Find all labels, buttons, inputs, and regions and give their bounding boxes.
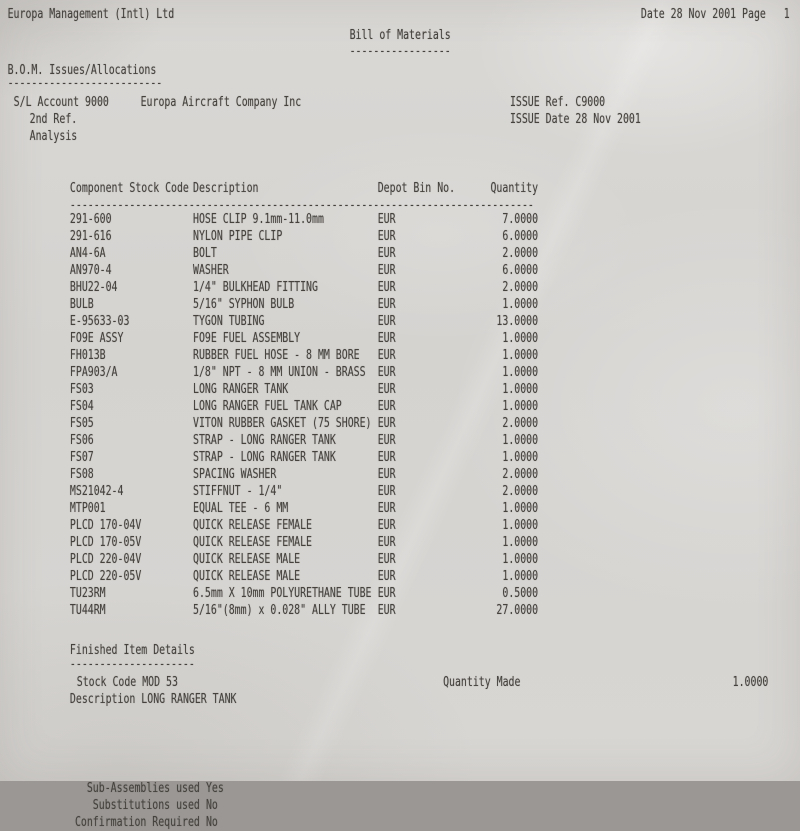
cell-quantity: 1.0000	[502, 348, 539, 363]
issue-ref-label: ISSUE Ref. C9000	[509, 95, 606, 110]
table-row	[70, 483, 538, 500]
table-row	[70, 313, 538, 330]
cell-quantity: 1.0000	[502, 518, 539, 533]
table-row	[70, 330, 538, 347]
cell-quantity: 1.0000	[502, 331, 539, 346]
cell-description: LONG RANGER FUEL TANK CAP	[193, 399, 342, 414]
cell-depot: EUR	[377, 518, 396, 533]
table-row	[70, 364, 538, 381]
cell-stock-code: AN970-4	[69, 263, 112, 278]
cell-description: SPACING WASHER	[193, 467, 277, 482]
section-title-underline: --------------------------	[7, 76, 163, 91]
cell-description: QUICK RELEASE MALE	[193, 552, 301, 567]
stock-code-value: MOD 53	[142, 675, 178, 690]
finished-item-underline: ---------------------	[69, 657, 195, 672]
table-row	[70, 449, 538, 466]
cell-description: QUICK RELEASE FEMALE	[193, 535, 313, 550]
cell-stock-code: FPA903/A	[69, 365, 118, 380]
cell-depot: EUR	[377, 314, 396, 329]
cell-description: RUBBER FUEL HOSE - 8 MM BORE	[193, 348, 360, 363]
cell-quantity: 2.0000	[502, 416, 539, 431]
cell-description: LONG RANGER TANK	[193, 382, 289, 397]
cell-depot: EUR	[377, 399, 396, 414]
cell-stock-code: BHU22-04	[69, 280, 118, 295]
flag-value: Yes	[205, 781, 224, 796]
stock-code-pair	[77, 674, 443, 691]
cell-depot: EUR	[377, 450, 396, 465]
date-page-label: Date 28 Nov 2001 Page 1	[640, 7, 790, 22]
cell-depot: EUR	[377, 535, 396, 550]
table-row	[70, 211, 538, 228]
table-header-row	[70, 180, 538, 197]
cell-depot: EUR	[377, 552, 396, 567]
header-component: Component Stock Code	[69, 181, 189, 196]
cell-stock-code: PLCD 220-04V	[69, 552, 142, 567]
cell-stock-code: FS05	[69, 416, 94, 431]
flags-block	[0, 729, 224, 831]
table-row	[70, 262, 538, 279]
table-row	[70, 432, 538, 449]
cell-stock-code: PLCD 170-04V	[69, 518, 142, 533]
cell-depot: EUR	[377, 212, 396, 227]
table-row	[70, 296, 538, 313]
table-separator: ------------------------------------------------------------------------------	[69, 198, 534, 213]
table-row	[70, 347, 538, 364]
cell-quantity: 7.0000	[502, 212, 539, 227]
cell-depot: EUR	[377, 246, 396, 261]
cell-stock-code: FS08	[69, 467, 94, 482]
cell-depot: EUR	[377, 331, 396, 346]
flag-line	[0, 814, 224, 831]
flag-label: Confirmation Required	[74, 815, 200, 830]
table-row	[70, 551, 538, 568]
cell-depot: EUR	[377, 416, 396, 431]
finished-item-title: Finished Item Details	[69, 643, 195, 658]
cell-quantity: 2.0000	[502, 280, 539, 295]
header-description: Description	[193, 181, 259, 196]
cell-quantity: 1.0000	[502, 569, 539, 584]
cell-depot: EUR	[377, 382, 396, 397]
table-row	[70, 466, 538, 483]
cell-description: STIFFNUT - 1/4"	[193, 484, 283, 499]
cell-description: NYLON PIPE CLIP	[193, 229, 283, 244]
cell-depot: EUR	[377, 484, 396, 499]
cell-stock-code: FH013B	[69, 348, 106, 363]
cell-depot: EUR	[377, 297, 396, 312]
account-company-name: Europa Aircraft Company Inc	[140, 95, 302, 110]
cell-quantity: 0.5000	[502, 586, 539, 601]
cell-stock-code: AN4-6A	[69, 246, 106, 261]
sl-account-label: S/L Account 9000	[13, 95, 109, 110]
table-row	[70, 381, 538, 398]
table-row	[70, 517, 538, 534]
table-row	[70, 415, 538, 432]
description-label: Description	[69, 692, 136, 707]
flag-value: No	[205, 815, 218, 830]
company-name-header: Europa Management (Intl) Ltd	[7, 7, 175, 22]
cell-quantity: 6.0000	[502, 229, 539, 244]
cell-quantity: 27.0000	[496, 603, 539, 618]
cell-stock-code: FS07	[69, 450, 94, 465]
quantity-made-label: Quantity Made	[443, 675, 521, 690]
cell-description: VITON RUBBER GASKET (75 SHORE)	[193, 416, 372, 431]
stock-code-label: Stock Code	[76, 675, 137, 690]
cell-description: STRAP - LONG RANGER TANK	[193, 433, 336, 448]
issue-date-label: ISSUE Date 28 Nov 2001	[509, 112, 641, 127]
cell-stock-code: MS21042-4	[69, 484, 124, 499]
flag-line	[0, 797, 224, 814]
flag-value: No	[205, 798, 218, 813]
cell-quantity: 1.0000	[502, 382, 539, 397]
header-quantity: Quantity	[490, 181, 539, 196]
flag-line	[0, 780, 224, 797]
cell-stock-code: FS04	[69, 399, 94, 414]
cell-stock-code: TU44RM	[69, 603, 106, 618]
table-row	[70, 568, 538, 585]
table-body	[70, 211, 538, 619]
cell-quantity: 2.0000	[502, 467, 539, 482]
cell-stock-code: 291-616	[69, 229, 112, 244]
analysis-label: Analysis	[29, 129, 78, 144]
components-table	[70, 180, 538, 619]
report-title: Bill of Materials	[349, 28, 451, 43]
cell-description: STRAP - LONG RANGER TANK	[193, 450, 336, 465]
section-title: B.O.M. Issues/Allocations	[7, 63, 157, 78]
flag-label: Substitutions used	[92, 798, 200, 813]
cell-quantity: 1.0000	[502, 450, 539, 465]
cell-depot: EUR	[377, 467, 396, 482]
cell-stock-code: TU23RM	[69, 586, 106, 601]
cell-depot: EUR	[377, 365, 396, 380]
cell-depot: EUR	[377, 348, 396, 363]
cell-description: 1/4" BULKHEAD FITTING	[193, 280, 318, 295]
table-row	[70, 228, 538, 245]
table-row	[70, 398, 538, 415]
cell-description: 1/8" NPT - 8 MM UNION - BRASS	[193, 365, 366, 380]
table-row	[70, 585, 538, 602]
cell-quantity: 2.0000	[502, 246, 539, 261]
cell-depot: EUR	[377, 280, 396, 295]
table-row	[70, 534, 538, 551]
cell-description: FO9E FUEL ASSEMBLY	[193, 331, 301, 346]
cell-stock-code: BULB	[69, 297, 94, 312]
cell-quantity: 1.0000	[502, 399, 539, 414]
cell-description: 6.5mm X 10mm POLYURETHANE TUBE	[193, 586, 372, 601]
cell-depot: EUR	[377, 501, 396, 516]
table-row	[70, 602, 538, 619]
cell-description: WASHER	[193, 263, 229, 278]
cell-quantity: 13.0000	[496, 314, 539, 329]
table-row	[70, 500, 538, 517]
cell-description: QUICK RELEASE MALE	[193, 569, 301, 584]
cell-depot: EUR	[377, 603, 396, 618]
cell-description: 5/16"(8mm) x 0.028" ALLY TUBE	[193, 603, 366, 618]
finished-stock-line	[77, 674, 800, 691]
cell-quantity: 2.0000	[502, 484, 539, 499]
cell-quantity: 6.0000	[502, 263, 539, 278]
second-ref-label: 2nd Ref.	[29, 112, 78, 127]
cell-depot: EUR	[377, 263, 396, 278]
cell-stock-code: MTP001	[69, 501, 106, 516]
cell-depot: EUR	[377, 229, 396, 244]
cell-depot: EUR	[377, 586, 396, 601]
cell-description: BOLT	[193, 246, 217, 261]
cell-stock-code: 291-600	[69, 212, 112, 227]
table-row	[70, 245, 538, 262]
flag-label: Sub-Assemblies used	[86, 781, 200, 796]
cell-quantity: 1.0000	[502, 552, 539, 567]
cell-stock-code: E-95633-03	[69, 314, 130, 329]
cell-quantity: 1.0000	[502, 365, 539, 380]
cell-description: QUICK RELEASE FEMALE	[193, 518, 313, 533]
cell-stock-code: FS06	[69, 433, 94, 448]
cell-stock-code: FS03	[69, 382, 94, 397]
cell-stock-code: FO9E ASSY	[69, 331, 124, 346]
cell-description: TYGON TUBING	[193, 314, 265, 329]
cell-stock-code: PLCD 220-05V	[69, 569, 142, 584]
cell-quantity: 1.0000	[502, 297, 539, 312]
cell-description: EQUAL TEE - 6 MM	[193, 501, 289, 516]
table-row	[70, 279, 538, 296]
cell-stock-code: PLCD 170-05V	[69, 535, 142, 550]
header-depot-bin: Depot Bin No.	[377, 181, 456, 196]
cell-description: 5/16" SYPHON BULB	[193, 297, 295, 312]
cell-quantity: 1.0000	[502, 535, 539, 550]
cell-description: HOSE CLIP 9.1mm-11.0mm	[193, 212, 324, 227]
cell-quantity: 1.0000	[502, 433, 539, 448]
report-title-underline: -----------------	[349, 44, 451, 59]
description-value: LONG RANGER TANK	[141, 692, 237, 707]
cell-depot: EUR	[377, 569, 396, 584]
cell-depot: EUR	[377, 433, 396, 448]
quantity-made-value: 1.0000	[732, 675, 769, 690]
finished-description-line	[70, 691, 237, 708]
cell-quantity: 1.0000	[502, 501, 539, 516]
